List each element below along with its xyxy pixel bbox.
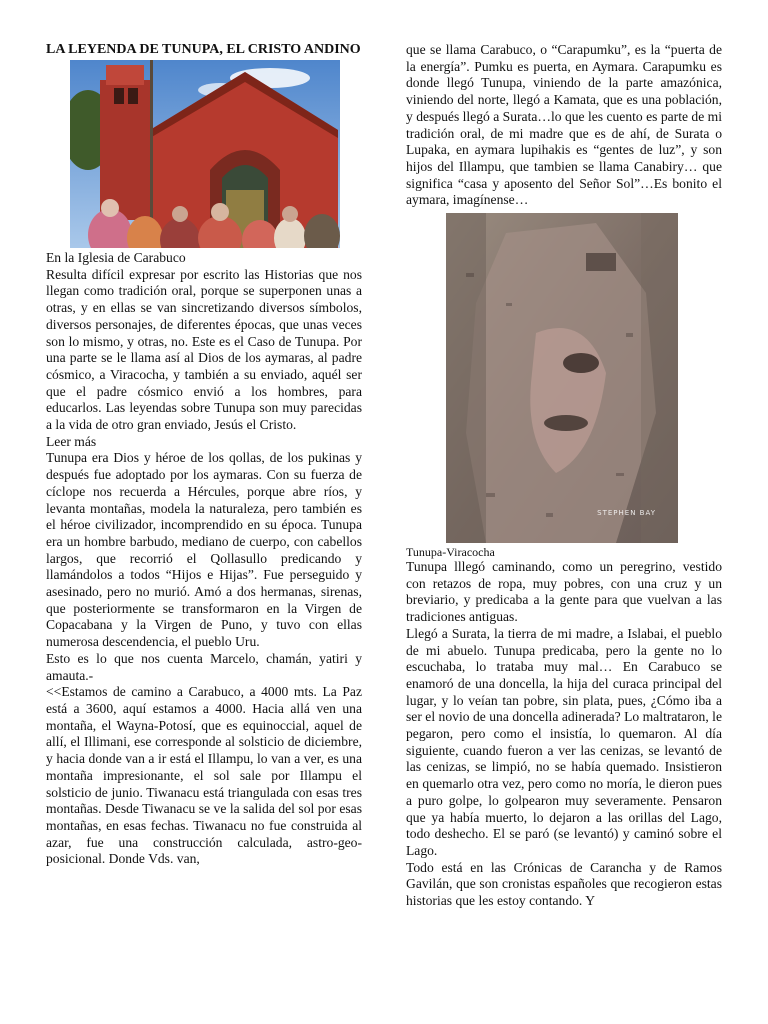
paragraph: Tunupa era Dios y héroe de los qollas, de los pukinas y después fue adoptado por los aymaras. Con su fuerza de cíclope nos recuerda a Hércules, porque abre ríos, y levanta montañas, modela la naturaleza, pero también es el héroe civilizador, incomprendido en su época. Tunupa era un hombre barbudo, mediano de cuerpo, con cabellos largos, que recorrió el Qollasullo predicando y llamándolos a todos “Hijos e Hijas”. Fue perseguido y asesinado, pero no murió. Amó a dos hermanas, sirenas, que posteriormente se transformaron en la Virgen de Copacabana y la Virgen de Puno, y tuvo con ellas numerosa descendencia, el pueblo Uru.: [46, 450, 362, 650]
paragraph: Esto es lo que nos cuenta Marcelo, chamán, yatiri y amauta.-: [46, 650, 362, 683]
photo-watermark: STEPHEN BAY: [597, 509, 656, 518]
church-photo: [70, 60, 340, 248]
paragraph: que se llama Carabuco, o “Carapumku”, es la “puerta de la energía”. Pumku es puerta, en Aymara. Carapumku es donde llegó Tunupa, viniendo de la parte amazónica, viniendo del norte, llegó a Kamata, que es una población, y después llegó a Surata…lo que les cuento es parte de mi tradición oral, de mi madre que es de ahí, de Surata o Lupaka, en aymara lupihakis es “gentes de luz”, y son hijos del Illampu, que tambien se llama Canabiry… que significa “casa y aposento del Señor Sol”…Es bonito el aymara, imagínense…: [406, 42, 722, 208]
paragraph: Tunupa lllegó caminando, como un peregrino, vestido con retazos de ropa, muy pobres, con una cruz y un breviario, y predicaba a la gente para que vuelvan a las tradiciones antiguas.: [406, 559, 722, 625]
right-column: [406, 42, 722, 910]
rock-face-image: [446, 213, 678, 543]
paragraph: Llegó a Surata, la tierra de mi madre, a Islabai, el pueblo de mi abuelo. Tunupa predicaba, pero la gente no lo escuchaba, lo trataba muy mal… En Carabuco se enamoró de una doncella, la hija del curaca principal del lugar, y lo veían tan pobre, sin plata, pues, ¿Cómo iba a ser el novio de una doncella adinerada? Lo maltrataron, le pegaron, pero como el insistía, lo quemaron. Al día siguiente, cuando fueron a ver las cenizas, se levantó de las cenizas, se limpió, no se había quemado. Insistieron en quemarlo otra vez, pero como no moría, le dieron pues a puro golpe, lo golpearon muy severamente. Pensaron que ya había muerto, lo dejaron a las orillas del Lago, todo deshecho. El se paró (se levantó) y caminó sobre el Lago.: [406, 625, 722, 858]
paragraph: Todo está en las Crónicas de Carancha y de Ramos Gavilán, que son cronistas españoles que recogieron estas historias que les estoy contando. Y: [406, 859, 722, 909]
rock-photo-caption: Tunupa-Viracocha: [406, 545, 495, 560]
left-column: [46, 42, 362, 868]
paragraph: <<Estamos de camino a Carabuco, a 4000 mts. La Paz está a 3600, aquí estamos a 4000. Hacia allá ven una montaña, el Wayna-Potosí, que es equinoccial, aquel de allí, el Illimani, ese corresponde al solsticio de diciembre, y hacia donde van a ir está el Illampu, lo van a ver, es una montaña impresionante, el sol sale por Illampu el solsticio de junio. Tiwanacu está triangulada con esas tres montañas. Desde Tiwanacu se ve la salida del sol por esas montañas, en esas fechas. Tiwanacu no fue construida al azar, fue una construcción calculada, astro-geo-posicional. Donde Vds. van,: [46, 684, 362, 867]
church-photo-caption: En la Iglesia de Carabuco: [46, 250, 186, 265]
church-image: [70, 60, 340, 248]
read-more-link[interactable]: Leer más: [46, 433, 97, 449]
tunupa-rock-photo: [446, 213, 678, 543]
paragraph: Resulta difícil expresar por escrito las Historias que nos llegan como tradición oral, porque se superponen unas a otras, y en ellas se van sincretizando diversos símbolos, diversos personajes, de diferentes épocas, que unas veces son lo mismo, y otras, no. Este es el Caso de Tunupa. Por una parte se le llama así al Dios de los aymaras, al padre cósmico, a Viracocha, y también a su enviado, aquél ser que el padre cósmico envió a los hombres, para educarlos. Las leyendas sobre Tunupa son muy parecidas a la vida de otro gran enviado, Jesús el Cristo.: [46, 266, 362, 433]
article-title: LA LEYENDA DE TUNUPA, EL CRISTO ANDINO: [46, 42, 361, 57]
